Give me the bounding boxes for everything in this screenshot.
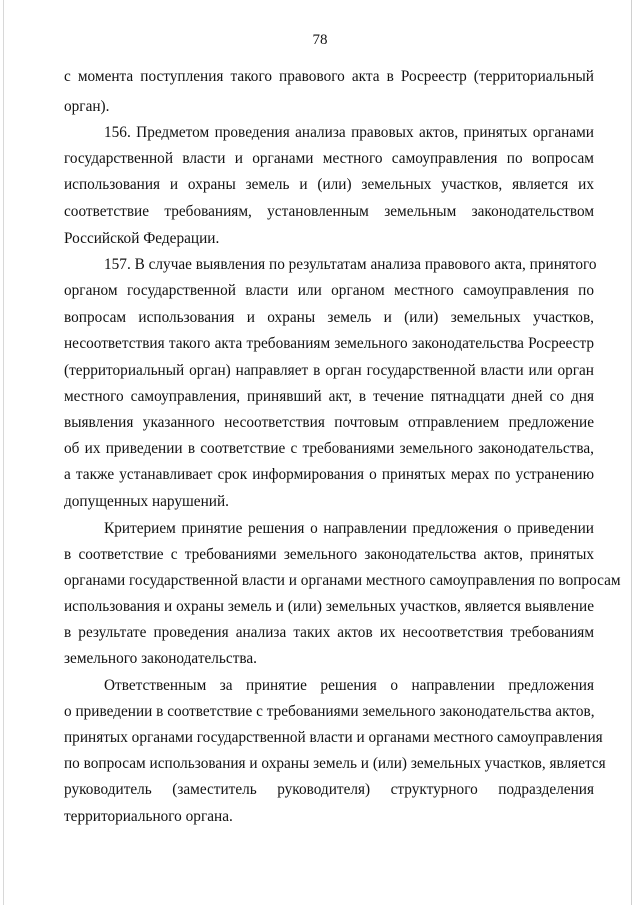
text-line: принятых органами государственной власти и органами местного самоуправления: [64, 729, 603, 746]
text-line: государственной власти и органами местного самоуправления по вопросам: [64, 150, 594, 167]
scan-edge-left: [3, 0, 4, 905]
scan-edge-right: [631, 0, 632, 905]
text-line: использования и охраны земель и (или) земельных участков, является их: [64, 176, 594, 193]
text-line: руководитель (заместитель руководителя) структурного подразделения: [64, 781, 594, 798]
text-line: выявления указанного несоответствия почтовым отправлением предложение: [64, 414, 594, 431]
text-line: органом государственной власти или органом местного самоуправления по: [64, 282, 594, 299]
text-line: (территориальный орган) направляет в орган государственной власти или орган: [64, 362, 594, 379]
text-line: Критерием принятие решения о направлении предложения о приведении: [104, 520, 594, 537]
text-line: о приведении в соответствие с требованиями земельного законодательства актов,: [64, 703, 595, 720]
text-line: а также устанавливает срок информирования о принятых мерах по устранению: [64, 466, 594, 483]
text-line: орган).: [64, 98, 110, 115]
text-line: допущенных нарушений.: [64, 493, 229, 510]
text-line: в результате проведения анализа таких актов их несоответствия требованиям: [64, 624, 594, 641]
text-line: 156. Предметом проведения анализа правовых актов, принятых органами: [104, 124, 594, 141]
text-line: по вопросам использования и охраны земель и (или) земельных участков, является: [64, 755, 606, 772]
text-line: несоответствия такого акта требованиям земельного законодательства Росреестр: [64, 335, 594, 352]
text-line: земельного законодательства.: [64, 650, 258, 667]
text-line: использования и охраны земель и (или) земельных участков, является выявление: [64, 598, 594, 615]
text-line: органами государственной власти и органами местного самоуправления по вопросам: [64, 572, 621, 589]
text-line: 157. В случае выявления по результатам анализа правового акта, принятого: [104, 256, 597, 273]
text-line: Российской Федерации.: [64, 230, 220, 247]
text-line: об их приведении в соответствие с требованиями земельного законодательства,: [64, 440, 594, 457]
page-number: 78: [312, 32, 328, 48]
text-line: соответствие требованиям, установленным земельным законодательством: [64, 203, 594, 220]
text-line: с момента поступления такого правового акта в Росреестр (территориальный: [64, 68, 594, 85]
text-line: территориального органа.: [64, 808, 233, 825]
text-line: вопросам использования и охраны земель и (или) земельных участков,: [64, 309, 594, 326]
text-line: в соответствие с требованиями земельного законодательства актов, принятых: [64, 546, 594, 563]
text-line: местного самоуправления, принявший акт, в течение пятнадцати дней со дня: [64, 388, 594, 405]
text-line: Ответственным за принятие решения о направлении предложения: [104, 677, 594, 694]
